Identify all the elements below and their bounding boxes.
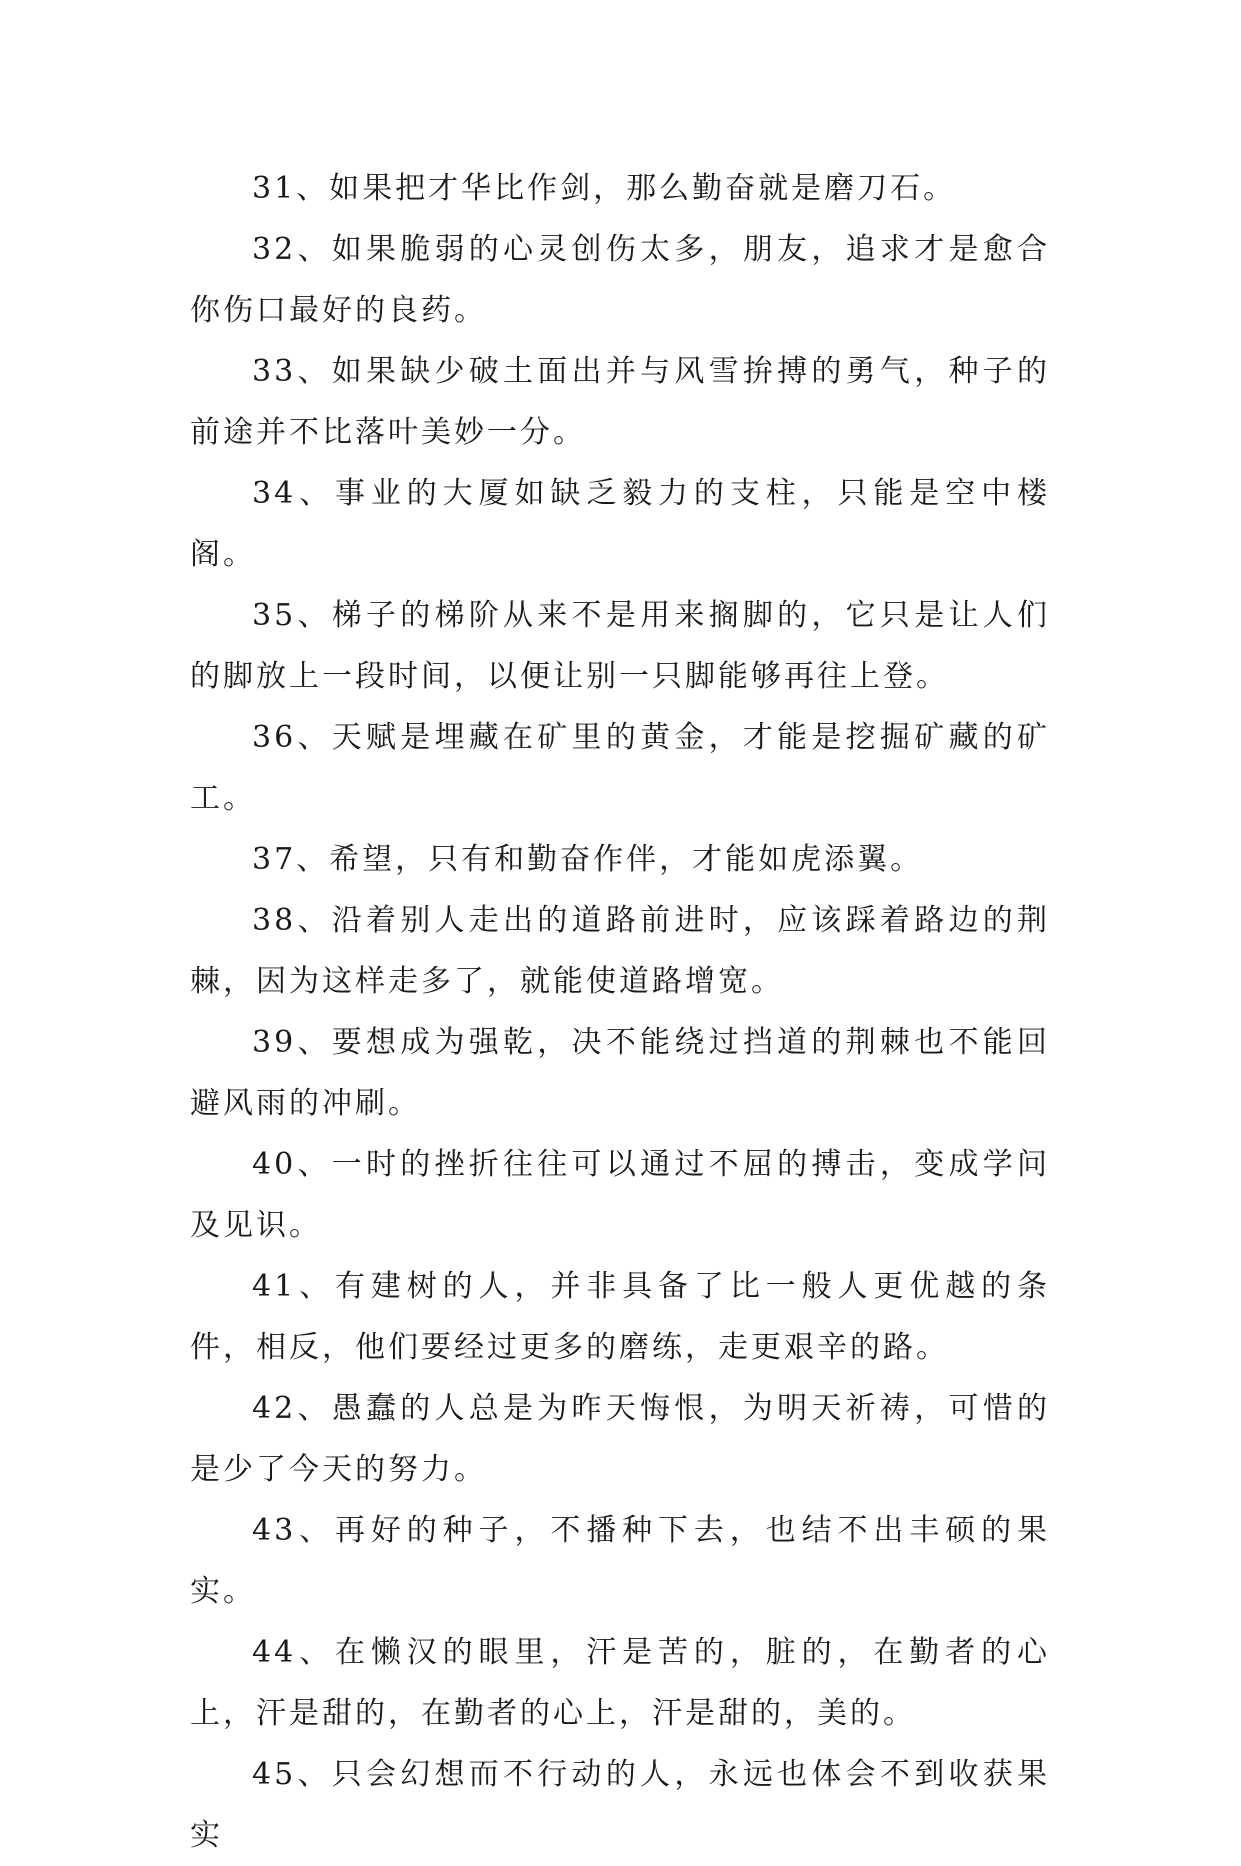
document-body — [190, 158, 1050, 1866]
paragraph-34: 34、事业的大厦如缺乏毅力的支柱，只能是空中楼阁。 — [190, 476, 1050, 572]
paragraph-38: 38、沿着别人走出的道路前进时，应该踩着路边的荆棘，因为这样走多了，就能使道路增宽。 — [190, 903, 1050, 999]
paragraph-44: 44、在懒汉的眼里，汗是苦的，脏的，在勤者的心上，汗是甜的，在勤者的心上，汗是甜的，美的。 — [190, 1635, 1050, 1731]
paragraph-39: 39、要想成为强乾，决不能绕过挡道的荆棘也不能回避风雨的冲刷。 — [190, 1025, 1050, 1121]
paragraph-43: 43、再好的种子，不播种下去，也结不出丰硕的果实。 — [190, 1513, 1050, 1609]
paragraph-31: 31、如果把才华比作剑，那么勤奋就是磨刀石。 — [252, 171, 957, 206]
paragraph-35: 35、梯子的梯阶从来不是用来搁脚的，它只是让人们的脚放上一段时间，以便让别一只脚能够再往上登。 — [190, 598, 1050, 694]
paragraph-37: 37、希望，只有和勤奋作伴，才能如虎添翼。 — [252, 842, 924, 877]
paragraph-36: 36、天赋是埋藏在矿里的黄金，才能是挖掘矿藏的矿工。 — [190, 720, 1050, 816]
paragraph-45: 45、只会幻想而不行动的人，永远也体会不到收获果实 — [190, 1757, 1050, 1853]
paragraph-40: 40、一时的挫折往往可以通过不屈的搏击，变成学问及见识。 — [190, 1147, 1050, 1243]
paragraph-41: 41、有建树的人，并非具备了比一般人更优越的条件，相反，他们要经过更多的磨练，走更艰辛的路。 — [190, 1269, 1050, 1365]
paragraph-33: 33、如果缺少破土面出并与风雪拚搏的勇气，种子的前途并不比落叶美妙一分。 — [190, 354, 1050, 450]
paragraph-42: 42、愚蠢的人总是为昨天悔恨，为明天祈祷，可惜的是少了今天的努力。 — [190, 1391, 1050, 1487]
paragraph-32: 32、如果脆弱的心灵创伤太多，朋友，追求才是愈合你伤口最好的良药。 — [190, 232, 1050, 328]
